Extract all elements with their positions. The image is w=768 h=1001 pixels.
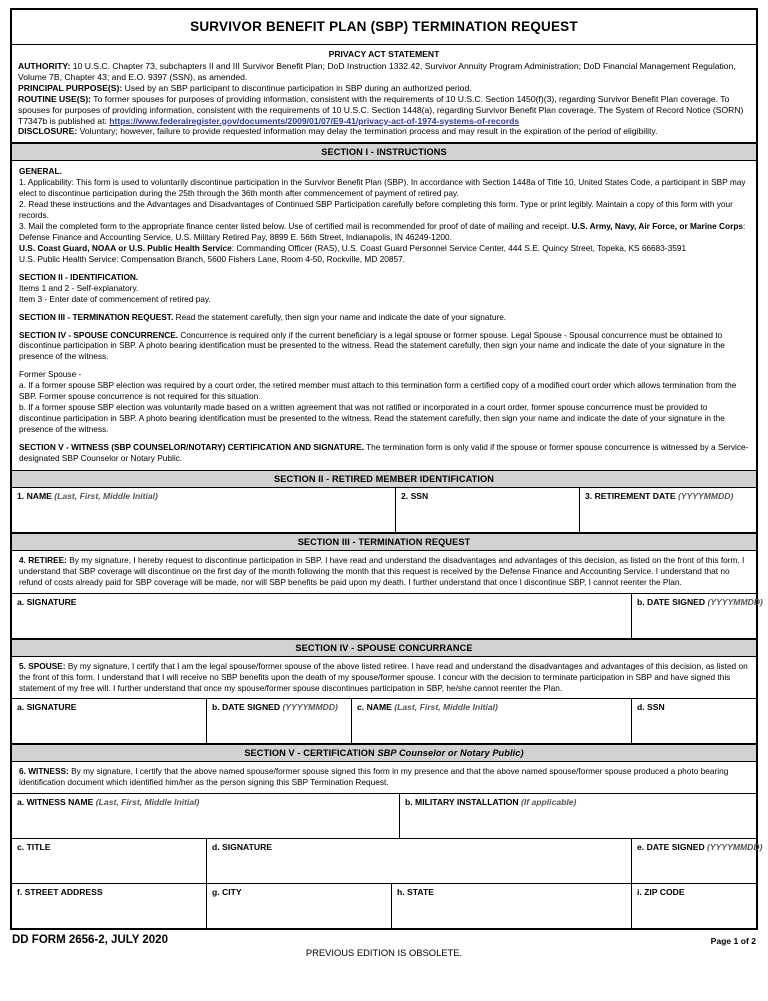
instruction-item-5: U.S. Public Health Service: Compensation Branch, 5600 Fishers Lane, Room 4-50, Rockville, MD 20857. — [19, 253, 405, 264]
field-label — [17, 842, 201, 852]
instr-section-3-heading: SECTION III - TERMINATION REQUEST. — [19, 311, 174, 322]
instruction-item-4-branch: U.S. Coast Guard, NOAA or U.S. Public Health Service — [19, 242, 232, 253]
former-spouse-heading: Former Spouse - — [19, 369, 82, 380]
field-number: b. — [637, 596, 645, 607]
instr-section-4-heading: SECTION IV - SPOUSE CONCURRENCE. — [19, 329, 179, 340]
instr-section-5 — [19, 442, 749, 464]
footer-previous-edition-note: PREVIOUS EDITION IS OBSOLETE. — [305, 947, 463, 959]
field-state[interactable] — [392, 884, 632, 928]
spacer — [19, 305, 749, 312]
field-hint: (YYYYMMDD) — [707, 596, 763, 607]
field-number: a. — [17, 702, 25, 713]
field-number: i. — [637, 887, 642, 898]
field-label-text: SSN — [410, 490, 429, 501]
form-title-bar — [12, 10, 756, 45]
field-label — [637, 702, 751, 712]
section-5-field-row-2 — [12, 839, 763, 884]
field-label-text: SIGNATURE — [26, 702, 77, 713]
field-retiree-ssn[interactable] — [396, 488, 580, 532]
footer-form-id: DD FORM 2656-2, JULY 2020 — [12, 934, 168, 947]
instr-section-2-line-1: Items 1 and 2 - Self-explanatory. — [19, 282, 139, 293]
section-3-statement-label: 4. RETIREE: — [19, 554, 67, 565]
field-label — [401, 491, 574, 501]
field-label — [17, 702, 201, 712]
field-label-text: STREET ADDRESS — [24, 887, 103, 898]
field-number: f. — [17, 887, 23, 898]
spacer — [19, 265, 749, 272]
section-3-statement-text: By my signature, I hereby request to discontinue participation in SBP. I have read and understand the disadvantages and advantages of this decision, as listed on the front of this form. I understand that SBP coverage will discontinue on the first day of the month following the month that this request is received by the Defense Finance and Accounting Service. I understand that no refund of costs already paid for SBP coverage will be made, nor will SBP benefits be paid upon my death. I further understand that once I discontinue SBP, I cannot reenter the Plan. — [19, 554, 745, 587]
field-label — [17, 887, 201, 897]
field-label — [637, 887, 751, 897]
field-label — [637, 842, 763, 853]
field-number: a. — [17, 596, 25, 607]
field-number: e. — [637, 842, 645, 853]
privacy-purpose-text: Used by an SBP participant to discontinue participation in SBP during an authorized period. — [122, 82, 472, 93]
field-label-text: SIGNATURE — [26, 596, 77, 607]
field-label-text: WITNESS NAME — [26, 797, 94, 808]
instruction-item-2: 2. Read these instructions and the Advantages and Disadvantages of Continued SBP Participation carefully before completing this form. Type or print legibly. Maintain a copy of this form with your records. — [19, 199, 733, 221]
section-3-field-row — [12, 594, 763, 639]
field-number: d. — [637, 702, 645, 713]
field-label-text: NAME — [26, 490, 52, 501]
field-spouse-ssn[interactable] — [632, 699, 756, 743]
instruction-item-3-branch: U.S. Army, Navy, Air Force, or Marine Corps — [571, 221, 744, 232]
section-4-statement — [12, 657, 756, 700]
field-label — [212, 842, 626, 852]
privacy-purpose-label: PRINCIPAL PURPOSE(S): — [18, 82, 123, 93]
field-label-text: SSN — [647, 702, 665, 713]
field-witness-signature[interactable] — [207, 839, 632, 883]
field-hint: (Last, First, Middle Initial) — [394, 702, 498, 713]
field-label-text: CITY — [222, 887, 242, 898]
field-spouse-signature[interactable] — [12, 699, 207, 743]
field-label — [405, 797, 751, 807]
section-4-statement-text: By my signature, I certify that I am the legal spouse/former spouse of the above listed retiree. I have read and understand the disadvantages and advantages of this decision, as listed on the front of this form. I understand that I will receive no SBP benefits upon the death of my spouse/former spouse. I concur with the decision to terminate participation in SBP and have signed this statement of my free will. I further understand that once my spouse/former spouse discontinues participation in SBP, he/she cannot reenter the Plan. — [19, 660, 748, 693]
field-street-address[interactable] — [12, 884, 207, 928]
instr-section-2-line-2: Item 3 - Enter date of commencement of retired pay. — [19, 293, 211, 304]
general-heading — [19, 166, 749, 177]
instruction-item-4-address: : Commanding Officer (RAS), U.S. Coast Guard Personnel Service Center, 444 S.E. Quincy Street, Topeka, KS 66683-3591 — [231, 242, 687, 253]
page-title: SURVIVOR BENEFIT PLAN (SBP) TERMINATION REQUEST — [190, 19, 578, 34]
field-label-text: MILITARY INSTALLATION — [415, 797, 519, 808]
instr-section-2-heading-text: SECTION II - IDENTIFICATION. — [19, 271, 139, 282]
instr-section-5-text: The termination form is only valid if the spouse or former spouse concurrence is witnessed by a Service-designated SBP Counselor or Notary Public. — [19, 441, 749, 463]
instr-section-4 — [19, 330, 749, 363]
field-label — [17, 597, 626, 607]
instr-section-5-heading: SECTION V - WITNESS (SBP COUNSELOR/NOTARY) CERTIFICATION AND SIGNATURE. — [19, 441, 364, 452]
field-city[interactable] — [207, 884, 392, 928]
field-spouse-name[interactable] — [352, 699, 632, 743]
field-retirement-date[interactable] — [580, 488, 756, 532]
field-label-text: TITLE — [26, 842, 51, 853]
section-5-field-row-3 — [12, 884, 756, 928]
field-military-installation[interactable] — [400, 794, 756, 838]
privacy-authority-text: 10 U.S.C. Chapter 73, subchapters II and III Survivor Benefit Plan; DoD Instruction 1332.42, Survivor Annuity Program Administration; DoD Financial Management Regulation, Volume 7B, Chapter 43; and E.O. 9397 (SSN), as amended. — [18, 61, 736, 82]
section-1-instructions — [12, 161, 756, 470]
privacy-act-sorn-link[interactable]: https://www.federalregister.gov/documents/2009/01/07/E9-41/privacy-act-of-1974-systems-of-records — [109, 115, 520, 126]
section-5-statement — [12, 762, 756, 794]
instruction-item-4 — [19, 243, 749, 254]
privacy-disclosure-text: Voluntary; however, failure to provide requested information may delay the termination process and may result in the expiration of the period of eligibility. — [77, 126, 658, 137]
privacy-routine-use — [18, 94, 750, 127]
section-3-header: SECTION III - TERMINATION REQUEST — [12, 533, 756, 551]
field-retiree-date-signed[interactable] — [632, 594, 763, 638]
field-witness-title[interactable] — [12, 839, 207, 883]
former-spouse-item-b: b. If a former spouse SBP election was voluntarily made based on a written agreement that was not ratified or incorporated in a court order, former spouse concurrence must be provided to discontinue participation in SBP. A photo bearing identification must be presented to the witness. Read the statement carefully, then sign your name and indicate the date of your signature in the presence of the witness. — [19, 402, 725, 435]
field-hint: (YYYYMMDD) — [707, 842, 763, 853]
field-label-text: STATE — [407, 887, 434, 898]
instruction-item-3 — [19, 221, 749, 243]
privacy-authority-label: AUTHORITY: — [18, 61, 71, 71]
field-hint: (If applicable) — [521, 797, 577, 808]
field-label — [637, 596, 763, 607]
section-5-header-subtitle: SBP Counselor or Notary Public) — [377, 748, 524, 759]
field-number: 2. — [401, 490, 409, 501]
spacer — [19, 323, 749, 330]
field-number: 3. — [585, 490, 593, 501]
section-4-statement-label: 5. SPOUSE: — [19, 660, 66, 671]
spacer — [19, 362, 749, 369]
section-5-header-text: SECTION V - CERTIFICATION — [244, 748, 375, 759]
privacy-disclosure — [18, 126, 750, 137]
field-number: c. — [357, 702, 365, 713]
section-3-statement — [12, 551, 756, 594]
field-label-text: NAME — [366, 702, 392, 713]
field-number: a. — [17, 797, 25, 808]
spacer — [19, 435, 749, 442]
field-hint: (Last, First, Middle Initial) — [95, 797, 200, 808]
field-label-text: ZIP CODE — [644, 887, 685, 898]
former-spouse-item-a: a. If a former spouse SBP election was required by a court order, the retired member must attach to this termination form a certified copy of a modified court order which allows termination from the SBP. Former spouse concurrence is not required for this situation. — [19, 380, 737, 402]
form-footer — [10, 934, 758, 968]
form-body — [10, 8, 763, 930]
section-4-field-row — [12, 699, 756, 744]
field-label-text: RETIREMENT DATE — [594, 490, 676, 501]
section-5-field-row-1 — [12, 794, 756, 839]
field-number: b. — [405, 797, 413, 808]
field-label — [357, 702, 626, 712]
field-hint: (Last, First, Middle Initial) — [54, 490, 158, 501]
field-spouse-date-signed[interactable] — [207, 699, 352, 743]
privacy-act-statement — [12, 45, 756, 143]
field-number: 1. — [17, 490, 25, 501]
field-hint: (YYYYMMDD) — [282, 702, 338, 713]
field-hint: (YYYYMMDD) — [677, 490, 734, 501]
field-number: g. — [212, 887, 220, 898]
footer-page-number: Page 1 of 2 — [710, 936, 756, 947]
field-witness-date-signed[interactable] — [632, 839, 763, 883]
field-zip-code[interactable] — [632, 884, 756, 928]
field-retiree-name[interactable] — [12, 488, 396, 532]
field-label — [585, 491, 751, 501]
instr-section-3-text: Read the statement carefully, then sign your name and indicate the date of your signature. — [173, 311, 507, 322]
field-number: d. — [212, 842, 220, 853]
privacy-purpose — [18, 83, 750, 94]
field-label — [17, 797, 394, 807]
field-label — [212, 702, 346, 712]
field-witness-name[interactable] — [12, 794, 400, 838]
privacy-act-heading: PRIVACY ACT STATEMENT — [328, 49, 440, 59]
section-5-header — [12, 744, 756, 762]
instr-section-3 — [19, 312, 749, 323]
field-label-text: SIGNATURE — [222, 842, 273, 853]
field-number: c. — [17, 842, 25, 853]
section-1-header: SECTION I - INSTRUCTIONS — [12, 143, 756, 161]
instruction-item-1: 1. Applicability: This form is used to voluntarily discontinue participation in the Survivor Benefit Plan (SBP). In accordance with Section 1448a of Title 10, United States Code, a participant in SBP may elect to discontinue participation during the 25th through the 36th month after commencement of payment of retired pay. — [19, 177, 746, 199]
instr-section-4-text: Concurrence is required only if the current beneficiary is a legal spouse or former spouse. Legal Spouse - Spousal concurrence must be obtained to discontinue participation in SBP. A photo bearing identification must be presented to the witness. Read the statement carefully, then sign your name and indicate the date of your signature in the presence of the witness. — [19, 329, 725, 362]
field-retiree-signature[interactable] — [12, 594, 632, 638]
general-heading-text: GENERAL. — [19, 166, 62, 177]
instr-section-2-heading — [19, 272, 749, 283]
section-2-field-row — [12, 488, 756, 533]
privacy-routine-label: ROUTINE USE(S): — [18, 93, 92, 104]
field-label — [397, 887, 626, 897]
section-4-header: SECTION IV - SPOUSE CONCURRANCE — [12, 639, 756, 657]
field-label-text: DATE SIGNED — [222, 702, 281, 713]
section-5-statement-label: 6. WITNESS: — [19, 766, 69, 777]
privacy-disclosure-label: DISCLOSURE: — [18, 126, 78, 137]
field-number: b. — [212, 702, 220, 713]
section-5-statement-text: By my signature, I certify that the above named spouse/former spouse signed this form in my presence and that the above named spouse/former spouse produced a photo bearing identification document which identified him/her as the person signing this SBP Termination Request. — [19, 766, 729, 788]
instruction-item-3-lead: 3. Mail the completed form to the appropriate finance center listed below. Use of certified mail is recommended for proof of date of mailing and receipt. — [19, 221, 572, 232]
instruction-item-3-address: : Defense Finance and Accounting Service, U.S. Military Retired Pay, 8899 E. 56th Street, Indianapolis, IN 46249-1200. — [19, 221, 746, 242]
section-2-header: SECTION II - RETIRED MEMBER IDENTIFICATION — [12, 470, 756, 488]
field-label — [17, 491, 390, 501]
field-label — [212, 887, 386, 897]
privacy-authority — [18, 61, 750, 83]
field-number: h. — [397, 887, 405, 898]
field-label-text: DATE SIGNED — [646, 842, 705, 853]
privacy-routine-text: To former spouses for purposes of providing information, consistent with the requirements of 10 U.S.C. Section 1450(f)(3), regarding Survivor Benefit Plan coverage. To spouses for purposes of providing information, consistent with the requirements of 10 U.S.C. Section 1448(a), regarding Survivor Benefit Plan coverage. The System of Record Notice (SORN) T7347b is published at: — [18, 93, 744, 126]
field-label-text: DATE SIGNED — [647, 596, 706, 607]
